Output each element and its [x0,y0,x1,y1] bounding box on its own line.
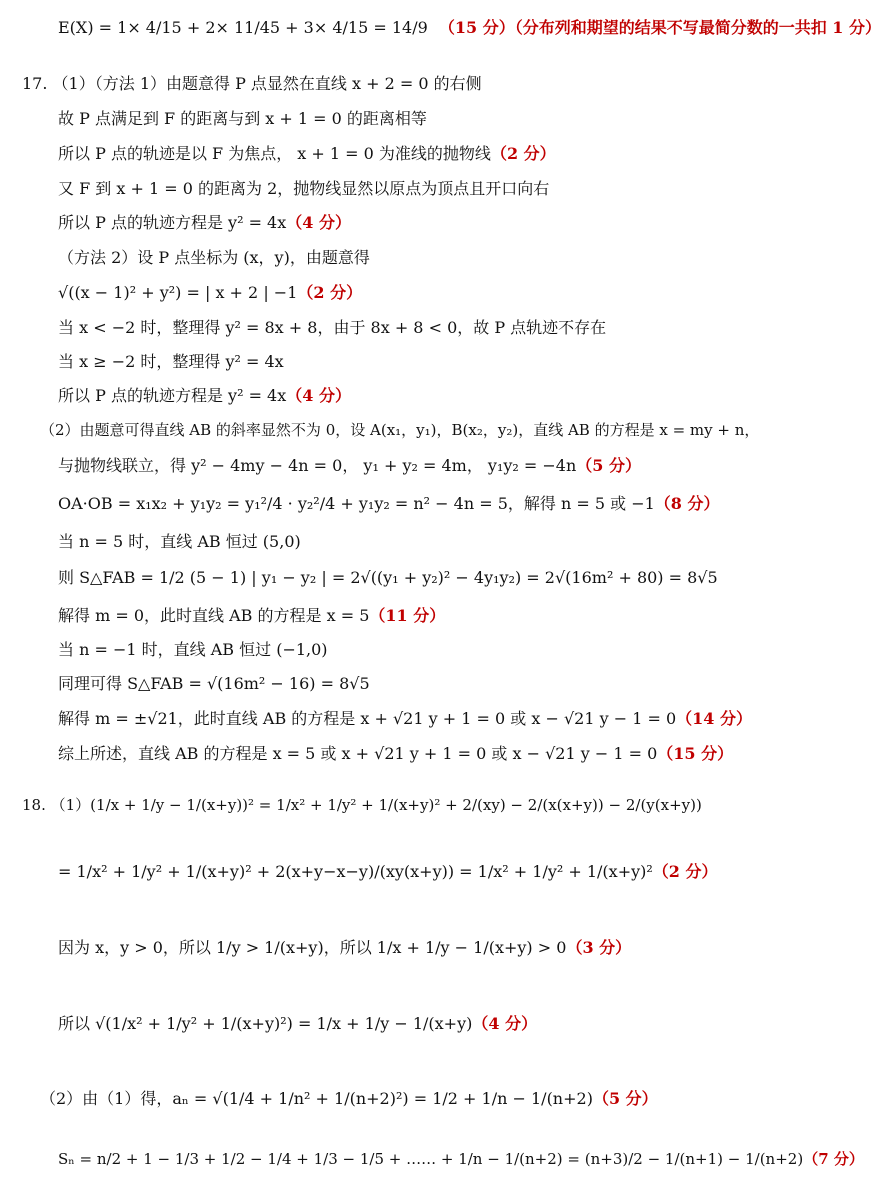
text: （2）由（1）得，aₙ = √(1/4 + 1/n² + 1/(n+2)²) = 1/2 + 1/n − 1/(n+2) [40,1089,593,1108]
problem-17-line-18: 同理可得 S△FAB = √(16m² − 16) = 8√5 [58,674,370,693]
problem-17-line-5 [58,213,351,232]
text: OA·OB = x₁x₂ + y₁y₂ = y₁²/4 · y₂²/4 + y₁y₂ = n² − 4n = 5，解得 n = 5 或 −1 [58,494,655,513]
expectation-line [58,18,881,37]
problem-number: 18. [22,796,46,814]
score: （4 分） [472,1014,538,1033]
problem-17-line-10 [58,386,351,405]
text: 所以 √(1/x² + 1/y² + 1/(x+y)²) = 1/x + 1/y − 1/(x+y) [58,1014,473,1033]
score: （4 分） [286,213,351,232]
problem-18-line-4 [58,1014,537,1033]
text: Sₙ = n/2 + 1 − 1/3 + 1/2 − 1/4 + 1/3 − 1/5 + …… + 1/n − 1/(n+2) = (n+3)/2 − 1/(n+1) − 1/(n+2) [58,1150,804,1168]
problem-17-line-20 [58,744,733,763]
text: 解得 m = ±√21，此时直线 AB 的方程是 x + √21 y + 1 = 0 或 x − √21 y − 1 = 0 [58,709,677,728]
text: = 1/x² + 1/y² + 1/(x+y)² + 2(x+y−x−y)/(xy(x+y)) = 1/x² + 1/y² + 1/(x+y)² [58,862,653,881]
problem-18-line-1 [22,796,702,814]
score-note: （15 分）（分布列和期望的结果不写最简分数的一共扣 1 分） [438,18,881,37]
score: （15 分） [657,744,734,763]
problem-17-line-4: 又 F 到 x + 1 = 0 的距离为 2，抛物线显然以原点为顶点且开口向右 [58,179,550,198]
problem-17-line-13 [58,494,720,513]
text: 所以 P 点的轨迹方程是 y² = 4x [58,386,287,405]
problem-17-line-9: 当 x ≥ −2 时，整理得 y² = 4x [58,352,284,371]
problem-17-line-11: （2）由题意可得直线 AB 的斜率显然不为 0，设 A(x₁，y₁)，B(x₂，y₂)，直线 AB 的方程是 x = my + n， [40,421,760,439]
problem-18-line-2 [58,862,718,881]
text: 与抛物线联立，得 y² − 4my − 4n = 0， y₁ + y₂ = 4m， y₁y₂ = −4n [58,456,577,475]
text: 因为 x，y > 0，所以 1/y > 1/(x+y)，所以 1/x + 1/y − 1/(x+y) > 0 [58,938,567,957]
problem-17-line-15: 则 S△FAB = 1/2 (5 − 1) | y₁ − y₂ | = 2√((y₁ + y₂)² − 4y₁y₂) = 2√(16m² + 80) = 8√5 [58,568,718,587]
problem-18-line-3 [58,938,631,957]
text: （1）(1/x + 1/y − 1/(x+y))² = 1/x² + 1/y² + 1/(x+y)² + 2/(xy) − 2/(x(x+y)) − 2/(y(x+y)) [50,796,702,814]
problem-17-line-8: 当 x < −2 时，整理得 y² = 8x + 8，由于 8x + 8 < 0，故 P 点轨迹不存在 [58,318,607,337]
score: （2 分） [652,862,718,881]
problem-17-line-1 [22,74,482,93]
problem-17-line-19 [58,709,752,728]
score: （5 分） [592,1089,658,1108]
text: 所以 P 点的轨迹方程是 y² = 4x [58,213,287,232]
score: （4 分） [286,386,351,405]
problem-17-line-2: 故 P 点满足到 F 的距离与到 x + 1 = 0 的距离相等 [58,109,427,128]
text: 所以 P 点的轨迹是以 F 为焦点， x + 1 = 0 为准线的抛物线 [58,144,491,163]
score: （11 分） [369,606,446,625]
problem-17-line-3 [58,144,556,163]
text: √((x − 1)² + y²) = | x + 2 | −1 [58,283,298,302]
problem-17-line-14: 当 n = 5 时，直线 AB 恒过 (5,0) [58,532,301,551]
problem-17-line-7 [58,283,362,302]
text: 解得 m = 0，此时直线 AB 的方程是 x = 5 [58,606,370,625]
score: （14 分） [676,709,752,728]
problem-18-line-6 [58,1150,864,1168]
problem-17-line-17: 当 n = −1 时，直线 AB 恒过 (−1,0) [58,640,328,659]
problem-17-line-6: （方法 2）设 P 点坐标为 (x，y)，由题意得 [58,248,370,267]
problem-17-line-16 [58,606,445,625]
score: （5 分） [576,456,642,475]
score: （2 分） [297,283,363,302]
problem-18-line-5 [40,1089,658,1108]
score: （3 分） [566,938,632,957]
text: （1）（方法 1）由题意得 P 点显然在直线 x + 2 = 0 的右侧 [52,74,482,93]
score: （8 分） [654,494,720,513]
text: 综上所述，直线 AB 的方程是 x = 5 或 x + √21 y + 1 = 0 或 x − √21 y − 1 = 0 [58,744,658,763]
score: （7 分） [803,1150,864,1168]
score: （2 分） [490,144,556,163]
problem-17-line-12 [58,456,641,475]
problem-number: 17. [22,74,48,93]
expectation-text: E(X) = 1× 4/15 + 2× 11/45 + 3× 4/15 = 14/9 [58,18,428,37]
